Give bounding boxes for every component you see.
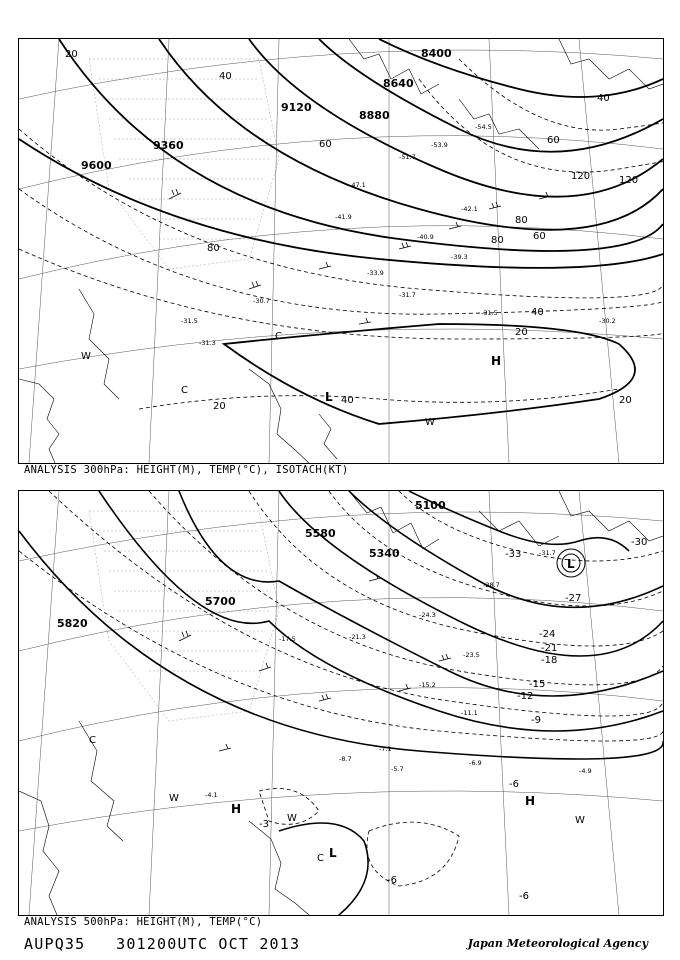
height-label: 9360	[153, 139, 184, 152]
warm-center: W	[81, 351, 91, 362]
temp-label: -15.2	[419, 681, 436, 689]
height-label: 5340	[369, 547, 400, 560]
isotach-label: 40	[531, 307, 544, 318]
height-contours	[19, 491, 663, 915]
pressure-centers	[89, 557, 585, 864]
analysis-map-300hpa	[18, 38, 664, 464]
isotherm-label: -24	[539, 629, 556, 640]
isotherm-labels	[259, 537, 647, 902]
isotach-label: 40	[341, 395, 354, 406]
isotherm-label: -33	[505, 549, 522, 560]
isotach-label: 80	[207, 243, 220, 254]
temp-label: -7.1	[379, 745, 392, 753]
analysis-map-500hpa	[18, 490, 664, 916]
isotherm-label: -6	[519, 891, 529, 902]
height-label: 5820	[57, 617, 88, 630]
isotherm-label: -21	[541, 643, 558, 654]
temp-label: -23.5	[463, 651, 480, 659]
temp-label: -24.3	[419, 611, 436, 619]
isotherm-label: -12	[517, 691, 534, 702]
isotach-label: 20	[213, 401, 226, 412]
dashed-isolines	[19, 59, 663, 409]
height-labels	[81, 47, 452, 172]
isotherm-label: -15	[529, 679, 546, 690]
warm-center: W	[169, 793, 179, 804]
isotach-label: 20	[619, 395, 632, 406]
low-center: L	[329, 846, 337, 860]
height-labels	[57, 499, 446, 630]
temp-label: -41.9	[335, 213, 352, 221]
temp-label: -51.7	[399, 153, 416, 161]
isotach-label: 80	[491, 235, 504, 246]
cold-center: C	[275, 331, 282, 342]
height-contours	[19, 39, 663, 424]
temp-label: -42.1	[461, 205, 478, 213]
height-label: 8880	[359, 109, 390, 122]
low-center: L	[325, 390, 333, 404]
height-label: 5700	[205, 595, 236, 608]
temp-label: -31.5	[181, 317, 198, 325]
height-label: 8640	[383, 77, 414, 90]
temp-label: -31.7	[539, 549, 556, 557]
chart-code-and-time	[24, 935, 300, 953]
height-label: 5100	[415, 499, 446, 512]
temp-label: -53.9	[431, 141, 448, 149]
isotherm-label: -3	[259, 819, 269, 830]
temp-label: -39.3	[451, 253, 468, 261]
agency-credit: Japan Meteorological Agency	[467, 937, 648, 950]
map-300hpa-canvas	[19, 39, 663, 463]
temp-label: -4.1	[205, 791, 218, 799]
isotherm-label: -6	[387, 875, 397, 886]
temp-label: -30.2	[599, 317, 616, 325]
isotach-label: 20	[65, 49, 78, 60]
temp-label: -11.1	[461, 709, 478, 717]
high-center: H	[491, 354, 502, 368]
isotach-label: 80	[515, 215, 528, 226]
isotach-label: 60	[319, 139, 332, 150]
isotach-label: 60	[533, 231, 546, 242]
temp-label: -40.9	[417, 233, 434, 241]
temp-label: -31.7	[399, 291, 416, 299]
high-center: H	[525, 794, 536, 808]
temp-label: -30.7	[253, 297, 270, 305]
isotach-label: 20	[515, 327, 528, 338]
temp-label: -21.3	[349, 633, 366, 641]
temp-label: -8.7	[339, 755, 352, 763]
temp-label: -28.7	[483, 581, 500, 589]
isotherm-label: -18	[541, 655, 558, 666]
temp-label: -54.5	[475, 123, 492, 131]
height-label: 8400	[421, 47, 452, 60]
temp-label: -4.9	[579, 767, 592, 775]
map-500hpa-canvas	[19, 491, 663, 915]
graticule	[19, 491, 663, 915]
temperature-labels	[205, 549, 592, 799]
height-label: 9600	[81, 159, 112, 172]
caption-500hpa: ANALYSIS 500hPa: HEIGHT(M), TEMP(°C)	[24, 916, 263, 928]
height-label: 5580	[305, 527, 336, 540]
temp-label: -33.9	[367, 269, 384, 277]
valid-time: 301200UTC OCT 2013	[116, 935, 301, 953]
caption-300hpa: ANALYSIS 300hPa: HEIGHT(M), TEMP(°C), ISOTACH(KT)	[24, 464, 349, 476]
chart-code: AUPQ35	[24, 935, 86, 953]
stipple-region	[89, 511, 279, 721]
isotach-label: 120	[571, 171, 591, 182]
cold-center: C	[89, 735, 96, 746]
coastlines	[19, 491, 663, 915]
warm-center: W	[425, 417, 435, 428]
isotherm-label: -30	[631, 537, 648, 548]
isotherm-label: -9	[531, 715, 541, 726]
cold-center: C	[181, 385, 188, 396]
isotherm-label: -27	[565, 593, 582, 604]
warm-center: W	[575, 815, 585, 826]
pressure-centers	[81, 331, 501, 428]
temp-label: -17.5	[279, 635, 296, 643]
isotach-label: 40	[597, 93, 610, 104]
warm-center: W	[287, 813, 297, 824]
temp-label: -5.7	[391, 765, 404, 773]
isotach-label: 60	[547, 135, 560, 146]
temp-label: -6.9	[469, 759, 482, 767]
isotach-label: 40	[219, 71, 232, 82]
high-center: H	[231, 802, 242, 816]
temp-label: -47.1	[349, 181, 366, 189]
cold-center: C	[317, 853, 324, 864]
temperature-labels	[181, 123, 616, 347]
temp-label: -31.5	[481, 309, 498, 317]
height-label: 9120	[281, 101, 312, 114]
low-center: L	[567, 557, 575, 571]
temp-label: -31.3	[199, 339, 216, 347]
isotach-label: 120	[619, 175, 639, 186]
isotherm-label: -6	[509, 779, 519, 790]
